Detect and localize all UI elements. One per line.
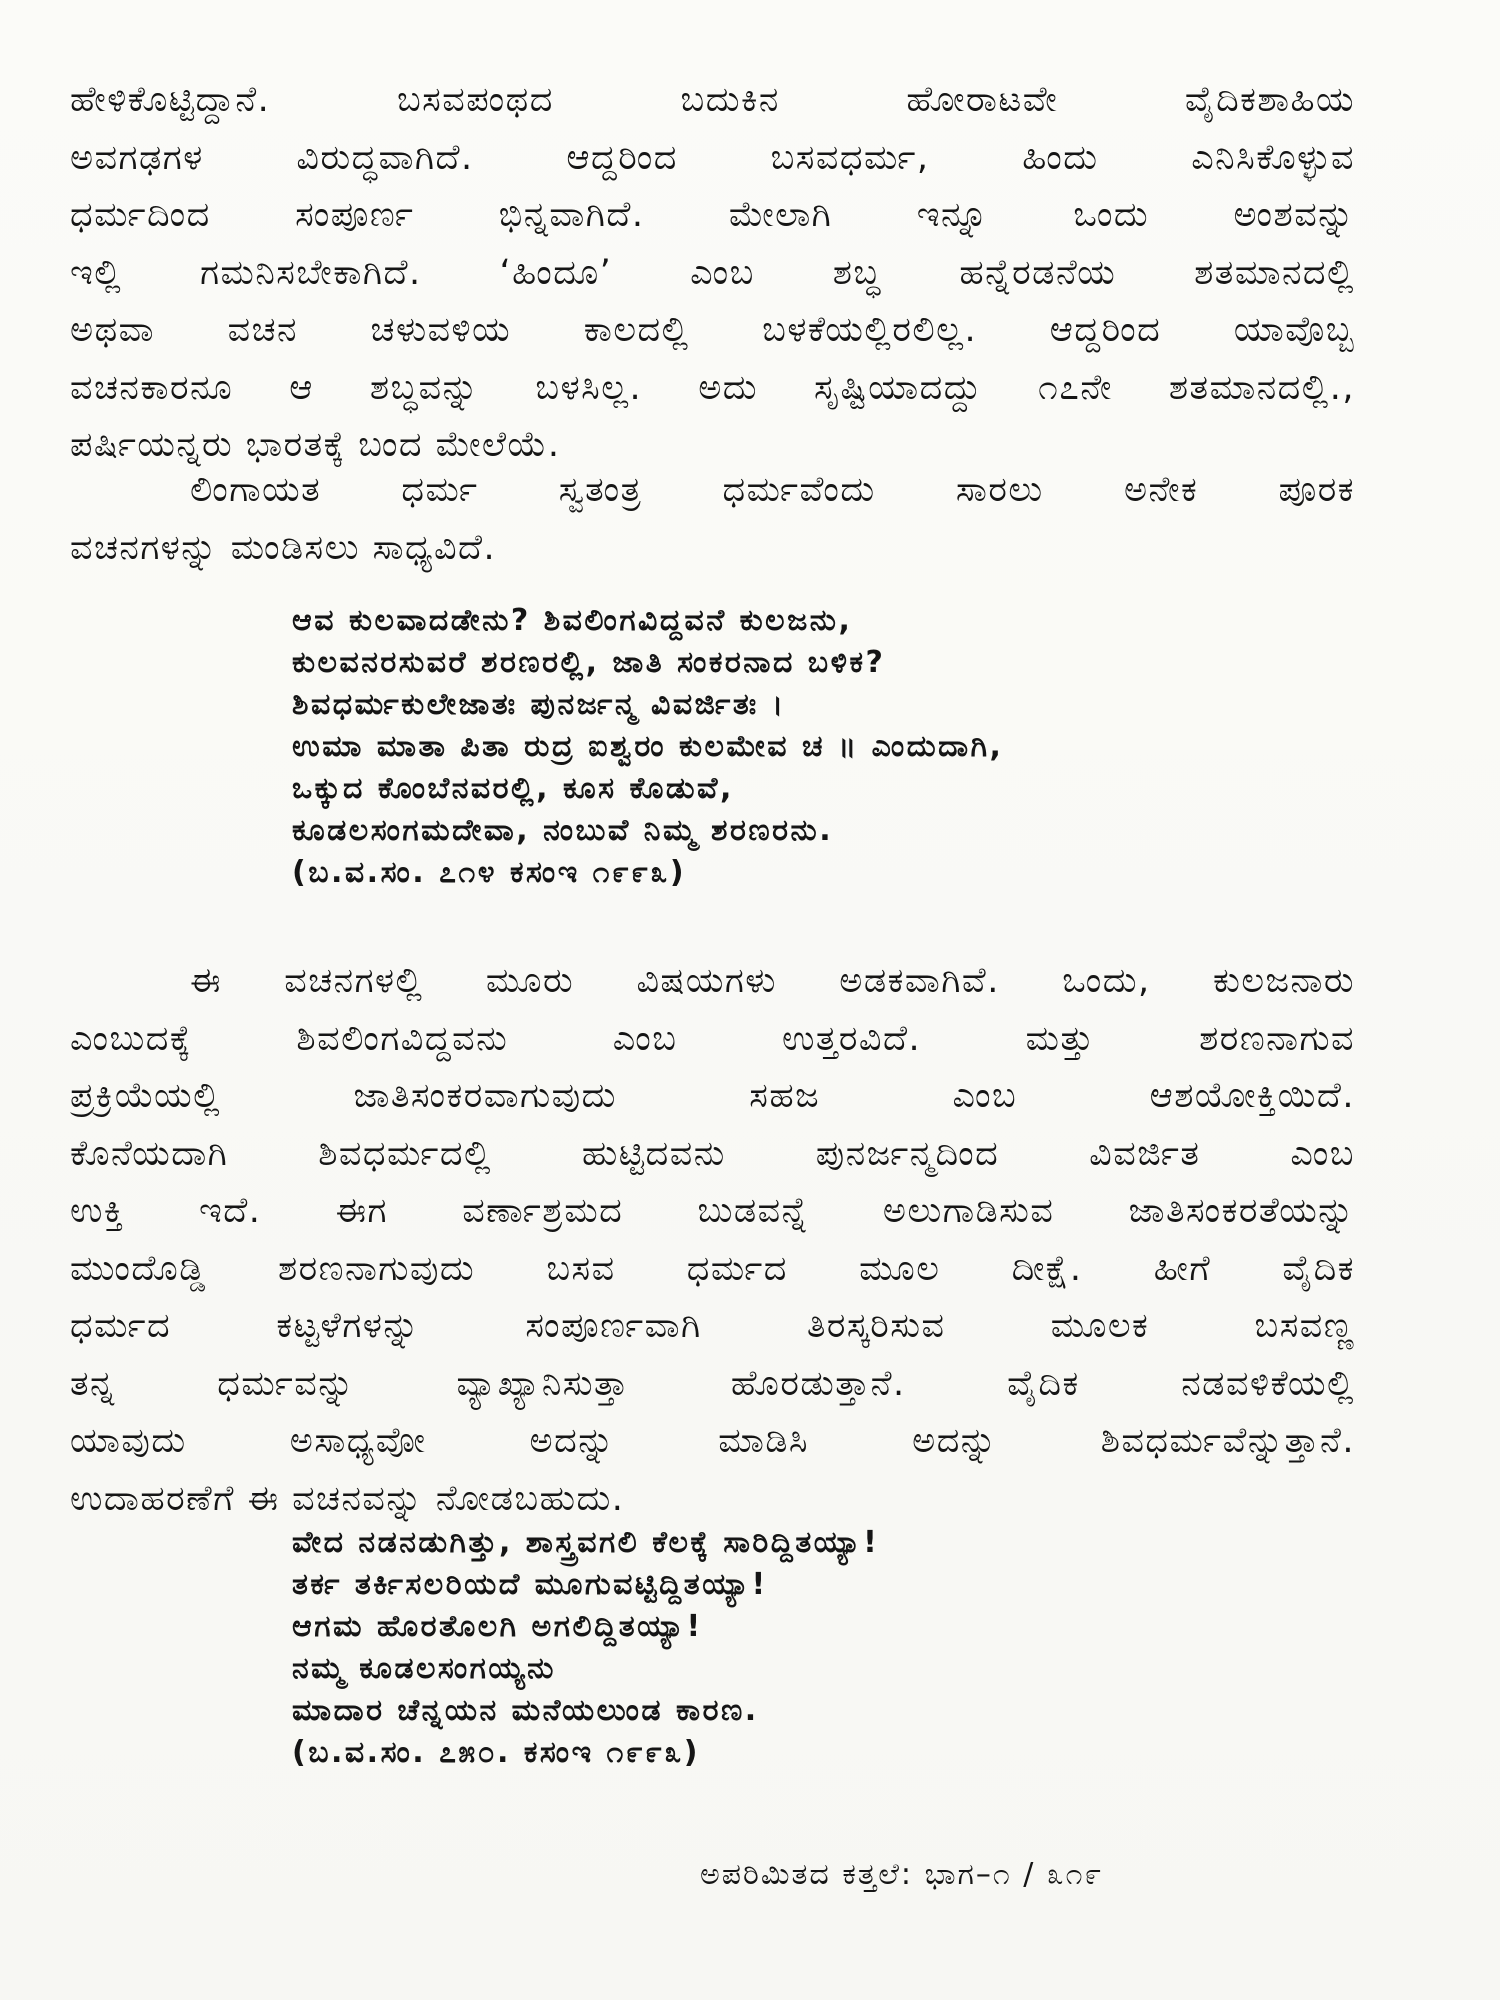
page-footer: ಅಪರಿಮಿತದ ಕತ್ತಲೆ: ಭಾಗ–೧ / ೩೧೯ [700,1857,1104,1892]
verse-citation: (ಬ.ವ.ಸಂ. ೭೫೦. ಕಸಂಇ ೧೯೯೩) [292,1735,700,1770]
text-line: ಧರ್ಮದಿಂದ ಸಂಪೂರ್ಣ ಭಿನ್ನವಾಗಿದೆ. ಮೇಲಾಗಿ ಇನ್ನೂ ಒಂದು ಅಂಶವನ್ನು [70,195,1355,235]
text-line: ಮುಂದೊಡ್ಡಿ ಶರಣನಾಗುವುದು ಬಸವ ಧರ್ಮದ ಮೂಲ ದೀಕ್ಷೆ. ಹೀಗೆ ವೈದಿಕ [70,1248,1355,1289]
verse-line: ಒಕ್ಕುದ ಕೊಂಬೆನವರಲ್ಲಿ, ಕೂಸ ಕೊಡುವೆ, [292,771,734,806]
verse-line: ಆಗಮ ಹೊರತೊಲಗಿ ಅಗಲಿದ್ದಿತಯ್ಯಾ! [292,1609,703,1644]
text-line: ಯಾವುದು ಅಸಾಧ್ಯವೋ ಅದನ್ನು ಮಾಡಿಸಿ ಅದನ್ನು ಶಿವಧರ್ಮವೆನ್ನುತ್ತಾನೆ. [70,1421,1355,1461]
paragraph-2 [70,462,1355,577]
verse-line: ಆವ ಕುಲವಾದಡೇನು? ಶಿವಲಿಂಗವಿದ್ದವನೆ ಕುಲಜನು, [292,603,853,638]
verse-line: ತರ್ಕ ತರ್ಕಿಸಲರಿಯದೆ ಮೂಗುವಟ್ಟಿದ್ದಿತಯ್ಯಾ! [292,1567,768,1602]
text-line: ಪರ್ಷಿಯನ್ನರು ಭಾರತಕ್ಕೆ ಬಂದ ಮೇಲೆಯೆ. [70,425,561,465]
text-line: ಉದಾಹರಣೆಗೆ ಈ ವಚನವನ್ನು ನೋಡಬಹುದು. [70,1478,625,1519]
verse-line: ವೇದ ನಡನಡುಗಿತ್ತು, ಶಾಸ್ತ್ರವಗಲಿ ಕೆಲಕ್ಕೆ ಸಾರಿದ್ದಿತಯ್ಯಾ! [292,1525,880,1560]
verse-line: ಕೂಡಲಸಂಗಮದೇವಾ, ನಂಬುವೆ ನಿಮ್ಮ ಶರಣರನು. [292,813,834,848]
text-line: ತನ್ನ ಧರ್ಮವನ್ನು ವ್ಯಾಖ್ಯಾನಿಸುತ್ತಾ ಹೊರಡುತ್ತಾನೆ. ವೈದಿಕ ನಡವಳಿಕೆಯಲ್ಲಿ [70,1363,1355,1404]
text-line: ಈ ವಚನಗಳಲ್ಲಿ ಮೂರು ವಿಷಯಗಳು ಅಡಕವಾಗಿವೆ. ಒಂದು, ಕುಲಜನಾರು [190,961,1355,1001]
paragraph-3 [70,953,1355,1528]
verse-line: ಉಮಾ ಮಾತಾ ಪಿತಾ ರುದ್ರ ಐಶ್ವರಂ ಕುಲಮೇವ ಚ ॥ ಎಂದುದಾಗಿ, [292,729,1004,764]
verse-line: ಮಾದಾರ ಚೆನ್ನಯನ ಮನೆಯಲುಂಡ ಕಾರಣ. [292,1693,759,1728]
text-line: ವಚನಕಾರನೂ ಆ ಶಬ್ಧವನ್ನು ಬಳಸಿಲ್ಲ. ಅದು ಸೃಷ್ಟಿಯಾದದ್ದು ೧೭ನೇ ಶತಮಾನದಲ್ಲಿ., [70,367,1355,408]
verse-line: ಕುಲವನರಸುವರೆ ಶರಣರಲ್ಲಿ, ಜಾತಿ ಸಂಕರನಾದ ಬಳಿಕ? [292,645,886,680]
text-line: ಎಂಬುದಕ್ಕೆ ಶಿವಲಿಂಗವಿದ್ದವನು ಎಂಬ ಉತ್ತರವಿದೆ. ಮತ್ತು ಶರಣನಾಗುವ [70,1018,1355,1059]
text-line: ವಚನಗಳನ್ನು ಮಂಡಿಸಲು ಸಾಧ್ಯವಿದೆ. [70,527,497,568]
text-line: ಉಕ್ತಿ ಇದೆ. ಈಗ ವರ್ಣಾಶ್ರಮದ ಬುಡವನ್ನೆ ಅಲುಗಾಡಿಸುವ ಜಾತಿಸಂಕರತೆಯನ್ನು [70,1191,1355,1231]
verse-line: ಶಿವಧರ್ಮಕುಲೇಜಾತಃ ಪುನರ್ಜನ್ಮ ವಿವರ್ಜಿತಃ । [292,687,786,722]
text-line: ಅಥವಾ ವಚನ ಚಳುವಳಿಯ ಕಾಲದಲ್ಲಿ ಬಳಕೆಯಲ್ಲಿರಲಿಲ್ಲ. ಆದ್ದರಿಂದ ಯಾವೊಬ್ಬ [70,310,1355,350]
text-line: ಹೇಳಿಕೊಟ್ಟಿದ್ದಾನೆ. ಬಸವಪಂಥದ ಬದುಕಿನ ಹೋರಾಟವೇ ವೈದಿಕಶಾಹಿಯ [70,80,1355,120]
vachana-quote-2 [292,1522,879,1774]
text-line: ಪ್ರಕ್ರಿಯೆಯಲ್ಲಿ ಜಾತಿಸಂಕರವಾಗುವುದು ಸಹಜ ಎಂಬ ಆಶಯೋಕ್ತಿಯಿದೆ. [70,1076,1355,1116]
text-line: ಅವಗಢಗಳ ವಿರುದ್ಧವಾಗಿದೆ. ಆದ್ದರಿಂದ ಬಸವಧರ್ಮ, ಹಿಂದು ಎನಿಸಿಕೊಳ್ಳುವ [70,137,1355,178]
verse-line: ನಮ್ಮ ಕೂಡಲಸಂಗಯ್ಯನು [292,1651,556,1686]
paragraph-1 [70,72,1355,475]
text-line: ಲಿಂಗಾಯತ ಧರ್ಮ ಸ್ವತಂತ್ರ ಧರ್ಮವೆಂದು ಸಾರಲು ಅನೇಕ ಪೂರಕ [190,470,1355,510]
text-line: ಧರ್ಮದ ಕಟ್ಟಳೆಗಳನ್ನು ಸಂಪೂರ್ಣವಾಗಿ ತಿರಸ್ಕರಿಸುವ ಮೂಲಕ ಬಸವಣ್ಣ [70,1306,1355,1346]
text-line: ಇಲ್ಲಿ ಗಮನಿಸಬೇಕಾಗಿದೆ. ‘ಹಿಂದೂ’ ಎಂಬ ಶಬ್ಧ ಹನ್ನೆರಡನೆಯ ಶತಮಾನದಲ್ಲಿ [70,252,1355,293]
text-line: ಕೊನೆಯದಾಗಿ ಶಿವಧರ್ಮದಲ್ಲಿ ಹುಟ್ಟಿದವನು ಪುನರ್ಜನ್ಮದಿಂದ ವಿವರ್ಜಿತ ಎಂಬ [70,1133,1355,1174]
vachana-quote-1 [292,600,1003,894]
verse-citation: (ಬ.ವ.ಸಂ. ೭೧೪ ಕಸಂಇ ೧೯೯೩) [292,855,687,890]
